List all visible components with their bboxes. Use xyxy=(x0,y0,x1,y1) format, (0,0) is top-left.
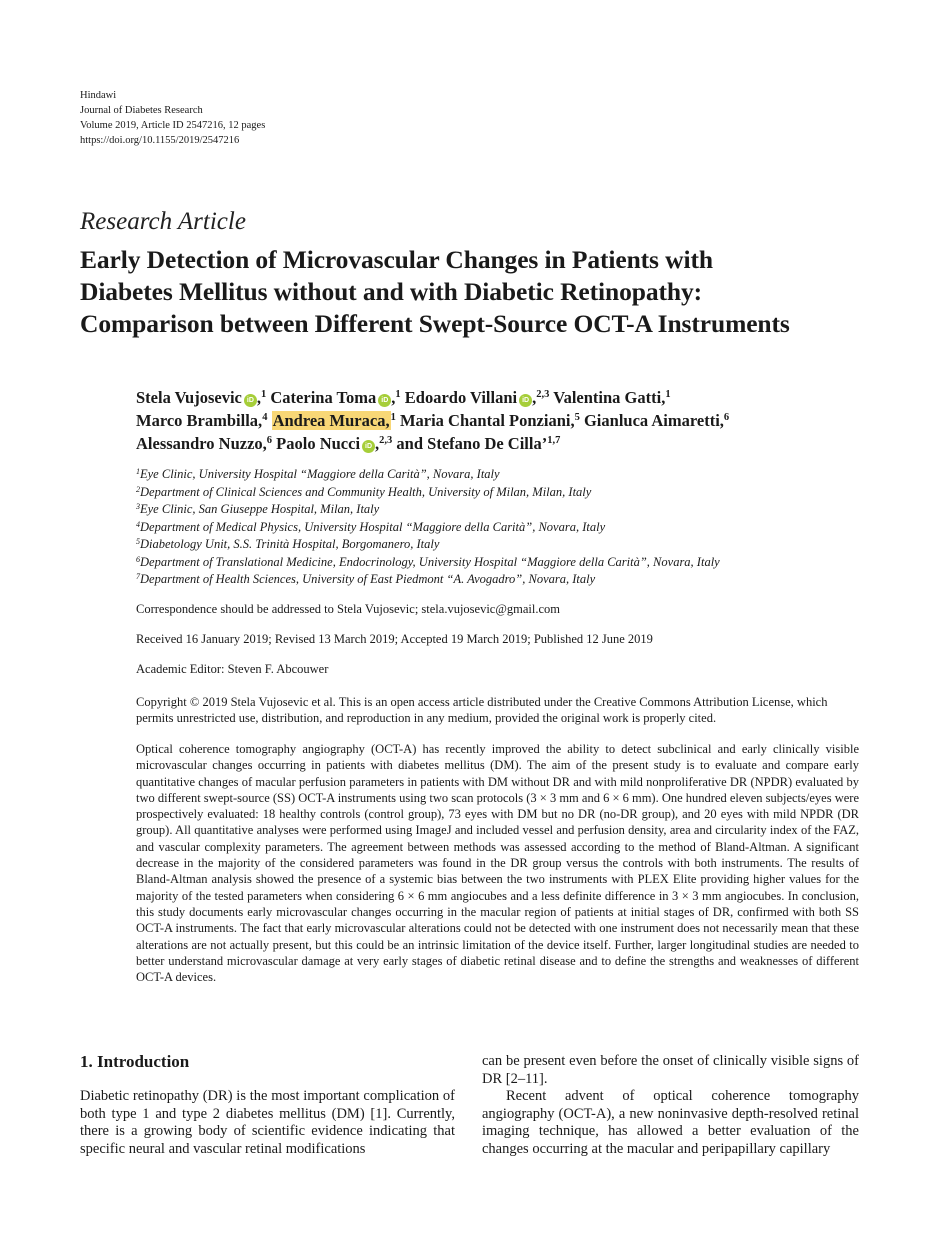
author-affil-sup: 6 xyxy=(723,412,730,423)
title-line: Comparison between Different Swept-Source OCT-A Instruments xyxy=(80,309,790,338)
journal-header xyxy=(80,88,265,148)
author-name[interactable]: Paolo Nucci xyxy=(276,434,361,453)
academic-editor: Academic Editor: Steven F. Abcouwer xyxy=(136,662,329,676)
affiliation-item xyxy=(136,554,720,572)
paragraph: Diabetic retinopathy (DR) is the most important complication of both type 1 and type 2 diabetes mellitus (DM) [1]. Currently, there is a growing body of scientific evidence indicating that specific neural and vascular retinal modifications xyxy=(80,1088,455,1157)
correspondence: Correspondence should be addressed to Stela Vujosevic; stela.vujosevic@gmail.com xyxy=(136,602,560,616)
author-affil-sup: 6 xyxy=(266,435,273,446)
paragraph: Recent advent of optical coherence tomography angiography (OCT-A), a new noninvasive depth-resolved retinal imaging technique, has allowed a better evaluation of the changes occurring at the macular and peripapillary capillary xyxy=(482,1088,859,1157)
author-name[interactable]: Valentina Gatti, xyxy=(553,388,666,407)
affiliation-number: 7 xyxy=(136,572,140,581)
article-type: Research Article xyxy=(80,208,246,235)
author-name[interactable]: Marco Brambilla, xyxy=(136,411,263,430)
orcid-icon[interactable]: iD xyxy=(244,394,257,407)
title-line: Early Detection of Microvascular Changes in Patients with xyxy=(80,245,713,274)
affiliation-number: 1 xyxy=(136,467,140,476)
orcid-icon[interactable]: iD xyxy=(378,394,391,407)
author-name[interactable]: Maria Chantal Ponziani, xyxy=(399,411,575,430)
affiliation-text: Department of Health Sciences, University of East Piedmont “A. Avogadro”, Novara, Italy xyxy=(140,572,596,586)
author-name[interactable]: and Stefano De Cilla xyxy=(396,434,542,453)
author-affil-sup: 4 xyxy=(262,412,268,423)
orcid-icon[interactable]: iD xyxy=(362,440,375,453)
affiliation-text: Department of Medical Physics, University Hospital “Maggiore della Carità”, Novara, Italy xyxy=(140,519,606,534)
doi-link[interactable]: https://doi.org/10.1155/2019/2547216 xyxy=(80,135,240,146)
affiliation-number: 2 xyxy=(136,484,140,494)
author-name[interactable]: Edoardo Villani xyxy=(404,388,518,407)
author-affil-sup: 2,3 xyxy=(379,435,393,446)
section-heading: 1. Introduction xyxy=(80,1052,190,1071)
highlighted-author-name[interactable]: Andrea Muraca, xyxy=(272,411,390,430)
author-list: Stela Vujosevic iD ,$^1$ Caterina Toma iD ,$^1$ Edoardo Villani iD ,$^{2,3}$ Valentina Gatti,$^1$ Marco Brambilla,$^4$ Andrea Muraca,$^1$ Maria Chantal Ponziani,$^5$ Gianluca Aimaretti,$^6$ Alessandro Nuzzo,$^6$ Paolo Nucci iD ,$^{2,3}$ and Stefano De Cilla’$^{1,7}$ xyxy=(136,388,730,453)
affiliation-item xyxy=(136,519,720,537)
author-affil-sup: 1 xyxy=(665,389,671,400)
paragraph: can be present even before the onset of clinically visible signs of DR [2–11]. xyxy=(482,1053,859,1087)
journal-name: Journal of Diabetes Research xyxy=(80,105,203,116)
affiliation-text: Diabetology Unit, S.S. Trinità Hospital, Borgomanero, Italy xyxy=(140,537,440,551)
publisher: Hindawi xyxy=(80,90,117,101)
affiliation-number: 4 xyxy=(136,519,140,529)
title-line: Diabetes Mellitus without and with Diabetic Retinopathy: xyxy=(80,277,702,306)
affiliation-item xyxy=(136,501,720,519)
affiliation-number: 5 xyxy=(136,537,140,546)
orcid-icon[interactable]: iD xyxy=(519,394,532,407)
body-column-right xyxy=(482,1053,859,1158)
body-column-left xyxy=(80,1088,455,1158)
affiliation-item xyxy=(136,536,720,554)
author-affil-sup: 1 xyxy=(390,412,396,423)
publication-dates: Received 16 January 2019; Revised 13 March 2019; Accepted 19 March 2019; Published 12 June 2019 xyxy=(136,632,653,646)
affiliation-item xyxy=(136,484,720,502)
author-affil-sup: 1,7 xyxy=(547,435,561,446)
affiliation-list xyxy=(136,466,720,589)
author-affil-sup: 1 xyxy=(395,389,401,400)
author-affil-sup: 2,3 xyxy=(536,389,550,400)
affiliation-item xyxy=(136,466,720,484)
volume-info: Volume 2019, Article ID 2547216, 12 pages xyxy=(80,120,266,131)
affiliation-text: Eye Clinic, San Giuseppe Hospital, Milan, Italy xyxy=(140,502,380,516)
affiliation-number: 6 xyxy=(136,554,140,564)
abstract: Optical coherence tomography angiography (OCT-A) has recently improved the ability to detect subclinical and early clinically visible microvascular changes occurring in patients with diabetes mellitus (DM). The aim of the present study is to evaluate and compare early quantitative changes of macular perfusion parameters in patients with DM without DR and with mild nonproliferative DR (NPDR) evaluated by two different swept-source (SS) OCT-A instruments using two scan protocols (3 × 3 mm and 6 × 6 mm). One hundred eleven subjects/eyes were prospectively evaluated: 18 healthy controls (control group), 73 eyes with DM but no DR (no-DR group), and 20 eyes with mild NPDR (DR group). All quantitative analyses were performed using ImageJ and included vessel and perfusion density, area and circularity index of the FAZ, and vascular complexity parameters. The agreement between methods was assessed according to the method of Bland-Altman. A significant decrease in the majority of the considered parameters was found in the DR group versus the controls with both instruments. The results of Bland-Altman analysis showed the presence of a systemic bias between the two instruments with PLEX Elite providing higher values for the majority of the tested parameters when considering 6 × 6 mm angiocubes and a less definite difference in 3 × 3 mm angiocubes. In conclusion, this study documents early microvascular changes occurring in the macular region of patients at initial stages of DR, confirmed with both SS OCT-A instruments. The fact that early microvascular alterations could not be detected with one instrument does not necessarily mean that these alterations are not actually present, but this could be an intrinsic limitation of the device itself. Further, larger longitudinal studies are needed to better understand microvascular damage at very early stages of diabetic retinal disease and to define the strengths and weaknesses of different OCT-A devices. xyxy=(136,742,859,985)
author-name[interactable]: Gianluca Aimaretti, xyxy=(583,411,724,430)
article-title xyxy=(80,244,880,340)
author-name[interactable]: Alessandro Nuzzo, xyxy=(136,434,267,453)
author-name[interactable]: Caterina Toma xyxy=(270,388,377,407)
author-affil-sup: 5 xyxy=(574,412,580,423)
affiliation-text: Department of Clinical Sciences and Community Health, University of Milan, Milan, Italy xyxy=(140,484,592,499)
affiliation-text: Department of Translational Medicine, Endocrinology, University Hospital “Maggiore della Carità”, Novara, Italy xyxy=(140,554,720,569)
affiliation-number: 3 xyxy=(136,502,140,511)
author-affil-sup: 1 xyxy=(261,389,267,400)
affiliation-item xyxy=(136,571,720,589)
author-name[interactable]: Stela Vujosevic xyxy=(136,388,242,407)
copyright-notice: Copyright © 2019 Stela Vujosevic et al. This is an open access article distributed under the Creative Commons Attribution License, which permits unrestricted use, distribution, and reproduction in any medium, provided the original work is properly cited. xyxy=(136,695,828,725)
affiliation-text: Eye Clinic, University Hospital “Maggiore della Carità”, Novara, Italy xyxy=(140,467,500,481)
